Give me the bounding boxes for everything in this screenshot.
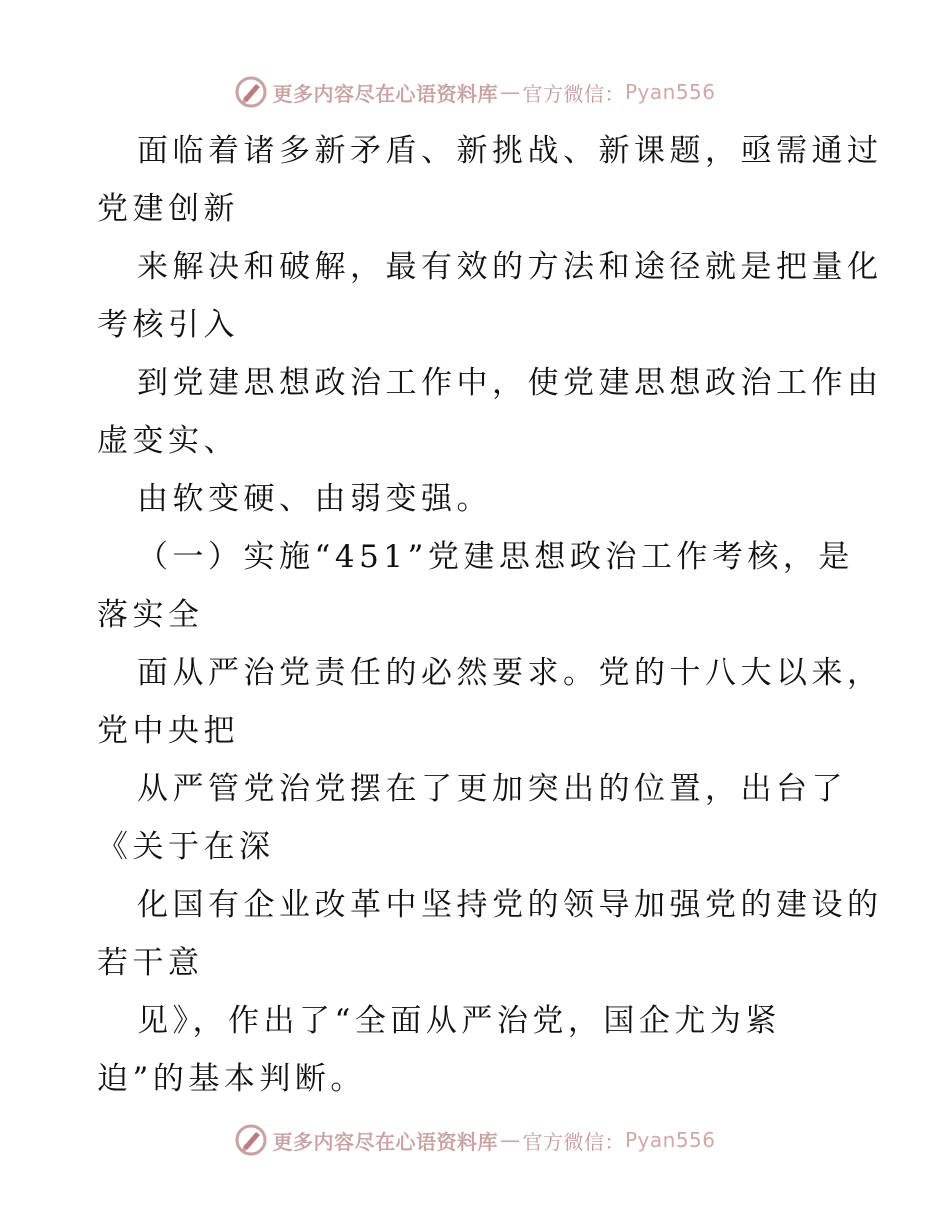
paragraph-line-6 — [97, 644, 883, 760]
line-text: 到党建思想政治工作中，使党建思想政治工作由 — [137, 365, 883, 401]
paragraph-line-9 — [97, 992, 857, 1108]
watermark-wechat-label: 官方微信： — [522, 81, 625, 106]
line-wrap-text: 若干意 — [97, 945, 204, 981]
watermark-wechat-id: Pyan556 — [624, 1128, 716, 1152]
line-text: 来解决和破解，最有效的方法和途径就是把量化 — [137, 249, 883, 285]
paragraph-line-2 — [97, 238, 883, 354]
pen-logo-icon — [234, 1123, 268, 1157]
watermark-main-text: 更多内容尽在心语资料库 — [272, 81, 498, 106]
watermark-wechat-id: Pyan556 — [624, 80, 716, 104]
line-wrap-text: 考核引入 — [97, 307, 239, 343]
line-wrap-text: 《关于在深 — [97, 829, 275, 865]
line-text: 见》，作出了“全面从严治党，国企尤为紧 — [137, 1003, 781, 1039]
line-wrap-text: 迫”的基本判断。 — [97, 1061, 366, 1097]
line-text: 由软变硬、由弱变强。 — [137, 481, 492, 517]
paragraph-line-3 — [97, 354, 883, 470]
line-text: 化国有企业改革中坚持党的领导加强党的建设的 — [137, 887, 883, 923]
footer-watermark — [0, 1120, 950, 1160]
header-watermark — [0, 72, 950, 112]
line-wrap-text: 落实全 — [97, 597, 204, 633]
paragraph-line-8 — [97, 876, 883, 992]
watermark-main-text: 更多内容尽在心语资料库 — [272, 1129, 498, 1154]
paragraph-line-1 — [97, 122, 883, 238]
watermark-dash: — — [499, 80, 521, 104]
line-text: （一）实施“451”党建思想政治工作考核，是 — [137, 539, 854, 575]
document-body — [97, 122, 883, 1108]
line-wrap-text: 虚变实、 — [97, 423, 239, 459]
pen-logo-icon — [234, 75, 268, 109]
watermark-dash: — — [499, 1128, 521, 1152]
paragraph-line-4 — [97, 470, 857, 528]
line-text: 面从严治党责任的必然要求。党的十八大以来， — [137, 655, 883, 691]
paragraph-line-7 — [97, 760, 857, 876]
line-wrap-text: 党建创新 — [97, 191, 239, 227]
paragraph-line-5 — [97, 528, 857, 644]
line-text: 从严管党治党摆在了更加突出的位置，出台了 — [137, 771, 847, 807]
watermark-wechat-label: 官方微信： — [522, 1129, 625, 1154]
line-text: 面临着诸多新矛盾、新挑战、新课题，亟需通过 — [137, 133, 883, 169]
line-wrap-text: 党中央把 — [97, 713, 239, 749]
